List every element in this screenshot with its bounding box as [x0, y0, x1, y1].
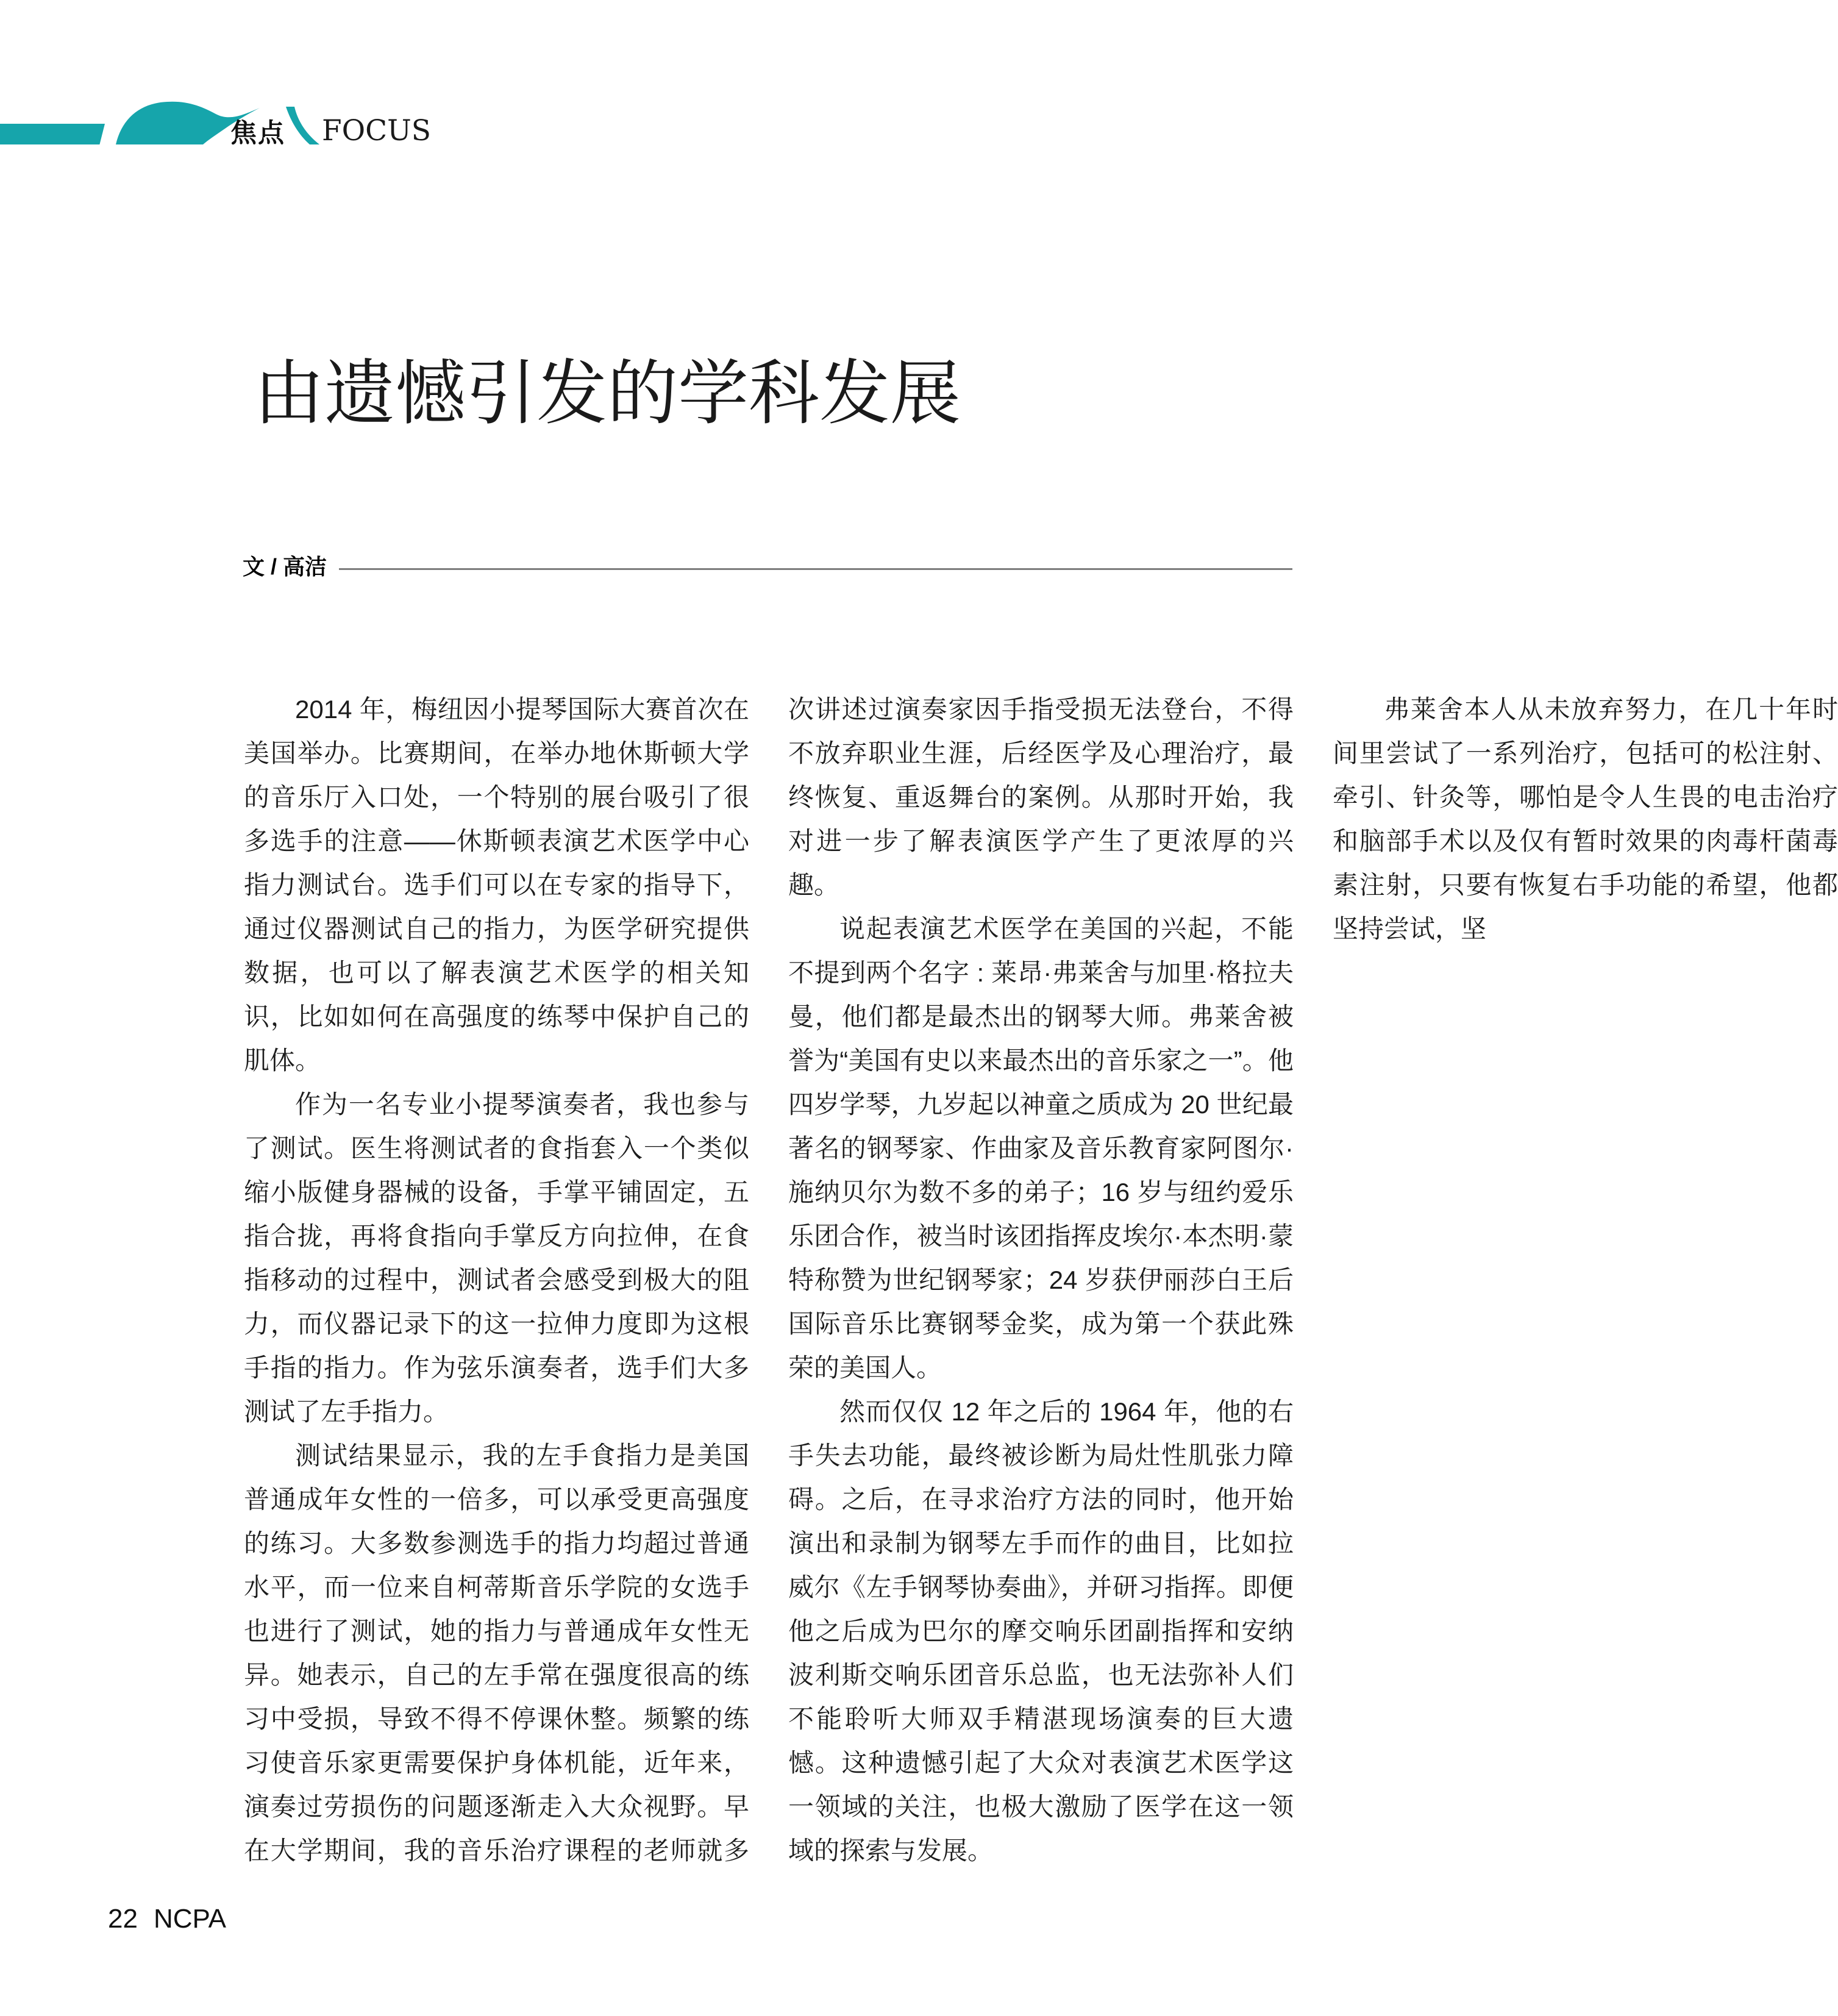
header-ribbon-icon [285, 107, 319, 144]
article-paragraph: 作为一名专业小提琴演奏者，我也参与了测试。医生将测试者的食指套入一个类似缩小版健身器械的设备，手掌平铺固定，五指合拢，再将食指向手掌反方向拉伸，在食指移动的过程中，测试者会感受到极大的阻力，而仪器记录下的这一拉伸力度即为这根手指的指力。作为弦乐演奏者，选手们大多测试了左手指力。 [244, 1090, 749, 1426]
byline-row [243, 554, 1292, 580]
section-label-cn: 焦点 [230, 119, 285, 148]
article-body [244, 688, 1838, 1882]
header-bar-decoration [0, 124, 105, 144]
article-paragraph: 弗莱舍本人从未放弃努力，在几十年时间里尝试了一系列治疗，包括可的松注射、牵引、针灸等，哪怕是令人生畏的电击治疗和脑部手术以及仅有暂时效果的肉毒杆菌毒素注射，只要有恢复右手功能的希望，他都坚持尝试，坚 [1333, 695, 1838, 943]
article-paragraph: 测试结果显示，我的左手食指力是美国普通成年女性的一倍多，可以承受更高强度的练习。大多数参测选手的指力均超过普通水平，而一位来自柯蒂斯音乐学院的女选手也进行了测试，她的指力与普通成年女性无异。她表示，自己的左手常在强度很高的练习中受损，导致不得不停课休整。频繁的练习使音乐家更需要保护身体机能，近年来，演奏过劳损伤的问题逐渐走入大众视野。早在大学期间，我的音乐治疗课程的老师就多次讲述过演奏家因手指受损无法登台，不得不放弃职业生涯，后经医学及心理治疗，最终恢复、重返舞台的案例。从那时开始，我对进一步了解表演医学产生了更浓厚的兴趣。 [244, 695, 1294, 1865]
article-paragraph: 然而仅仅 12 年之后的 1964 年，他的右手失去功能，最终被诊断为局灶性肌张力障碍。之后，在寻求治疗方法的同时，他开始演出和录制为钢琴左手而作的曲目，比如拉威尔《左手钢琴协奏曲》，并研习指挥。即便他之后成为巴尔的摩交响乐团副指挥和安纳波利斯交响乐团音乐总监，也无法弥补人们不能聆听大师双手精湛现场演奏的巨大遗憾。这种遗憾引起了大众对表演艺术医学这一领域的关注，也极大激励了医学在这一领域的探索与发展。 [788, 1397, 1294, 1865]
section-label-en: FOCUS [322, 114, 431, 148]
byline-rule [339, 568, 1292, 570]
article-paragraph: 2014 年，梅纽因小提琴国际大赛首次在美国举办。比赛期间，在举办地休斯顿大学的音乐厅入口处，一个特别的展台吸引了很多选手的注意——休斯顿表演艺术医学中心指力测试台。选手们可以在专家的指导下，通过仪器测试自己的指力，为医学研究提供数据，也可以了解表演艺术医学的相关知识，比如如何在高强度的练琴中保护自己的肌体。 [244, 695, 749, 1075]
page-number: 22 [108, 1904, 138, 1934]
page-footer [108, 1906, 226, 1932]
article-paragraph: 说起表演艺术医学在美国的兴起，不能不提到两个名字 : 莱昂·弗莱舍与加里·格拉夫曼，他们都是最杰出的钢琴大师。弗莱舍被誉为“美国有史以来最杰出的音乐家之一”。他四岁学琴，九岁起以神童之质成为 20 世纪最著名的钢琴家、作曲家及音乐教育家阿图尔·施纳贝尔为数不多的弟子；16 岁与纽约爱乐乐团合作，被当时该团指挥皮埃尔·本杰明·蒙特称赞为世纪钢琴家；24 岁获伊丽莎白王后国际音乐比赛钢琴金奖，成为第一个获此殊荣的美国人。 [788, 914, 1294, 1382]
article-title: 由遗憾引发的学科发展 [254, 352, 961, 435]
byline: 文 / 高洁 [243, 554, 327, 579]
journal-abbr: NCPA [153, 1904, 226, 1934]
